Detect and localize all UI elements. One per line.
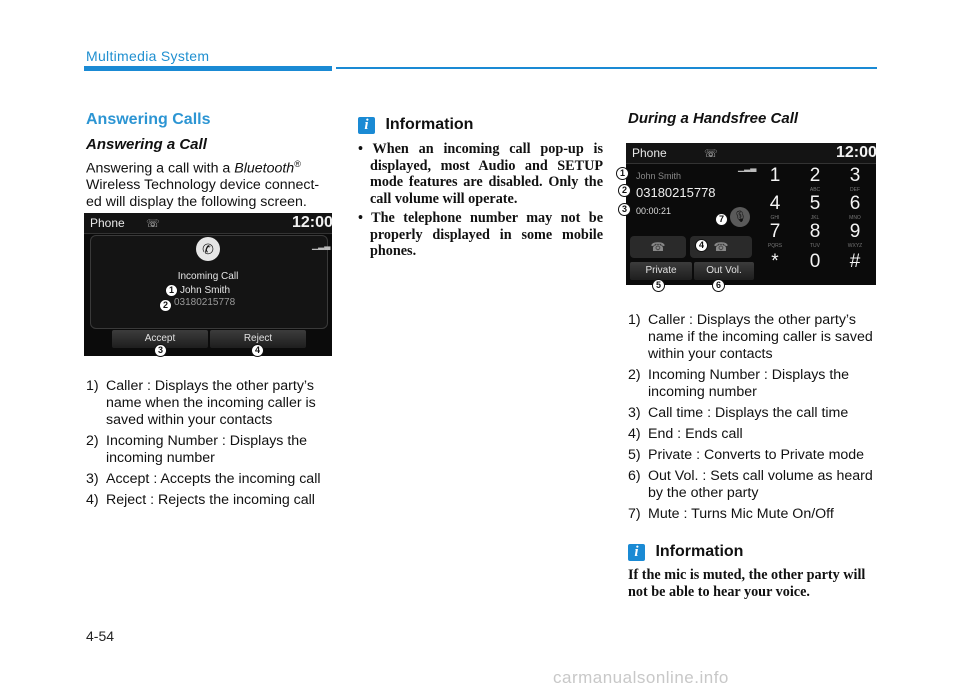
list-item: 5) Private : Converts to Private mode bbox=[628, 447, 865, 463]
callout-2: 2 bbox=[618, 184, 631, 197]
screen-time: 12:00 bbox=[292, 214, 333, 231]
handset-button[interactable]: ☎ bbox=[630, 236, 686, 258]
list-item: 4) Reject : Rejects the incoming call bbox=[86, 492, 315, 508]
key-letters: PQRS bbox=[767, 243, 783, 249]
callout-3: 3 bbox=[154, 344, 167, 357]
callout-2: 2 bbox=[159, 299, 172, 312]
right-item-list bbox=[628, 312, 878, 527]
callout-4: 4 bbox=[695, 239, 708, 252]
mute-icon[interactable]: 🎙 bbox=[730, 207, 750, 227]
header-rule bbox=[336, 67, 877, 69]
key-7[interactable]: 7 bbox=[769, 221, 781, 242]
watermark: carmanualsonline.info bbox=[553, 668, 729, 687]
call-time: 00:00:21 bbox=[636, 206, 672, 216]
key-letters: MNO bbox=[849, 215, 861, 221]
heading-answering-calls: Answering Calls bbox=[86, 111, 211, 128]
list-item: • When an incoming call pop-up is displayed, most Audio and SETUP mode features are disabled. Only the call volume will operate. bbox=[358, 141, 603, 207]
key-8[interactable]: 8 bbox=[809, 221, 821, 242]
key-letters: WXYZ bbox=[847, 243, 863, 249]
private-button[interactable]: Private bbox=[630, 262, 692, 280]
list-item: 6) Out Vol. : Sets call volume as heard by the other party bbox=[628, 468, 873, 501]
out-vol-button[interactable]: Out Vol. bbox=[694, 262, 754, 280]
screen-title: Phone bbox=[90, 216, 125, 230]
info-text: If the mic is muted, the other party will not be able to hear your voice. bbox=[628, 567, 866, 600]
signal-icon: ▁▂▃ bbox=[312, 241, 331, 250]
screen-title: Phone bbox=[632, 146, 667, 160]
header-accent-bar bbox=[84, 66, 332, 71]
subheading-answering-a-call: Answering a Call bbox=[86, 136, 207, 153]
list-item: 3) Call time : Displays the call time bbox=[628, 405, 849, 421]
callout-7: 7 bbox=[715, 213, 728, 226]
handset-status-icon: ☏ bbox=[704, 148, 718, 160]
key-3[interactable]: 3 bbox=[849, 165, 861, 186]
reject-button[interactable]: Reject bbox=[210, 330, 306, 348]
key-9[interactable]: 9 bbox=[849, 221, 861, 242]
list-item: 3) Accept : Accepts the incoming call bbox=[86, 471, 321, 487]
end-call-button[interactable]: ☎ bbox=[690, 236, 752, 258]
incoming-call-screen bbox=[84, 213, 332, 356]
list-item: 7) Mute : Turns Mic Mute On/Off bbox=[628, 506, 834, 522]
intro-paragraph: Answering a call with a Bluetooth® Wireless Technology device connect- ed will display the following screen. bbox=[86, 159, 320, 210]
info-box-2 bbox=[628, 543, 743, 561]
list-item: 1) Caller : Displays the other party’s name when the incoming caller is saved within your contacts bbox=[86, 378, 316, 428]
info-icon: i bbox=[358, 117, 375, 134]
phone-icon: ✆ bbox=[196, 237, 220, 261]
accept-button[interactable]: Accept bbox=[112, 330, 208, 348]
handset-status-icon: ☏ bbox=[146, 218, 160, 230]
callout-1: 1 bbox=[165, 284, 178, 297]
section-title: Multimedia System bbox=[86, 48, 210, 64]
info-icon: i bbox=[628, 544, 645, 561]
page-number: 4-54 bbox=[86, 628, 115, 644]
callout-1: 1 bbox=[616, 167, 629, 180]
info-bullets bbox=[358, 141, 603, 263]
caller-number: 03180215778 bbox=[174, 297, 236, 308]
subheading-handsfree: During a Handsfree Call bbox=[628, 110, 799, 127]
caller-number: 03180215778 bbox=[636, 185, 716, 200]
key-hash[interactable]: # bbox=[849, 251, 861, 272]
callout-3: 3 bbox=[618, 203, 631, 216]
screen-time: 12:00 bbox=[836, 144, 877, 161]
caller-name: John Smith bbox=[180, 285, 231, 296]
callout-4: 4 bbox=[251, 344, 264, 357]
list-item: 1) Caller : Displays the other party’s name if the incoming caller is saved within your contacts bbox=[628, 312, 873, 362]
list-item: 2) Incoming Number : Displays the incoming number bbox=[86, 433, 308, 466]
info-title: Information bbox=[385, 116, 474, 133]
info-box-1 bbox=[358, 116, 473, 134]
callout-5: 5 bbox=[652, 279, 665, 292]
key-letters: ABC bbox=[809, 187, 821, 193]
key-4[interactable]: 4 bbox=[769, 193, 781, 214]
incoming-status: Incoming Call bbox=[177, 271, 239, 282]
key-letters: TUV bbox=[810, 243, 820, 249]
key-letters: GHI bbox=[770, 215, 780, 221]
info-title: Information bbox=[655, 543, 744, 560]
list-item: • The telephone number may not be properly displayed in some mobile phones. bbox=[358, 210, 603, 259]
handsfree-call-screen bbox=[619, 143, 877, 290]
key-5[interactable]: 5 bbox=[809, 193, 821, 214]
caller-name: John Smith bbox=[636, 171, 682, 181]
key-star[interactable]: * bbox=[771, 251, 779, 272]
signal-icon: ▁▂▃ bbox=[738, 163, 757, 172]
key-2[interactable]: 2 bbox=[809, 165, 821, 186]
list-item: 4) End : Ends call bbox=[628, 426, 743, 442]
key-1[interactable]: 1 bbox=[769, 165, 781, 186]
key-6[interactable]: 6 bbox=[849, 193, 861, 214]
callout-6: 6 bbox=[712, 279, 725, 292]
key-letters: DEF bbox=[850, 187, 860, 193]
key-0[interactable]: 0 bbox=[809, 251, 821, 272]
list-item: 2) Incoming Number : Displays the incoming number bbox=[628, 367, 850, 400]
keypad bbox=[758, 165, 876, 285]
left-item-list bbox=[86, 378, 334, 513]
key-letters: JKL bbox=[810, 215, 820, 221]
